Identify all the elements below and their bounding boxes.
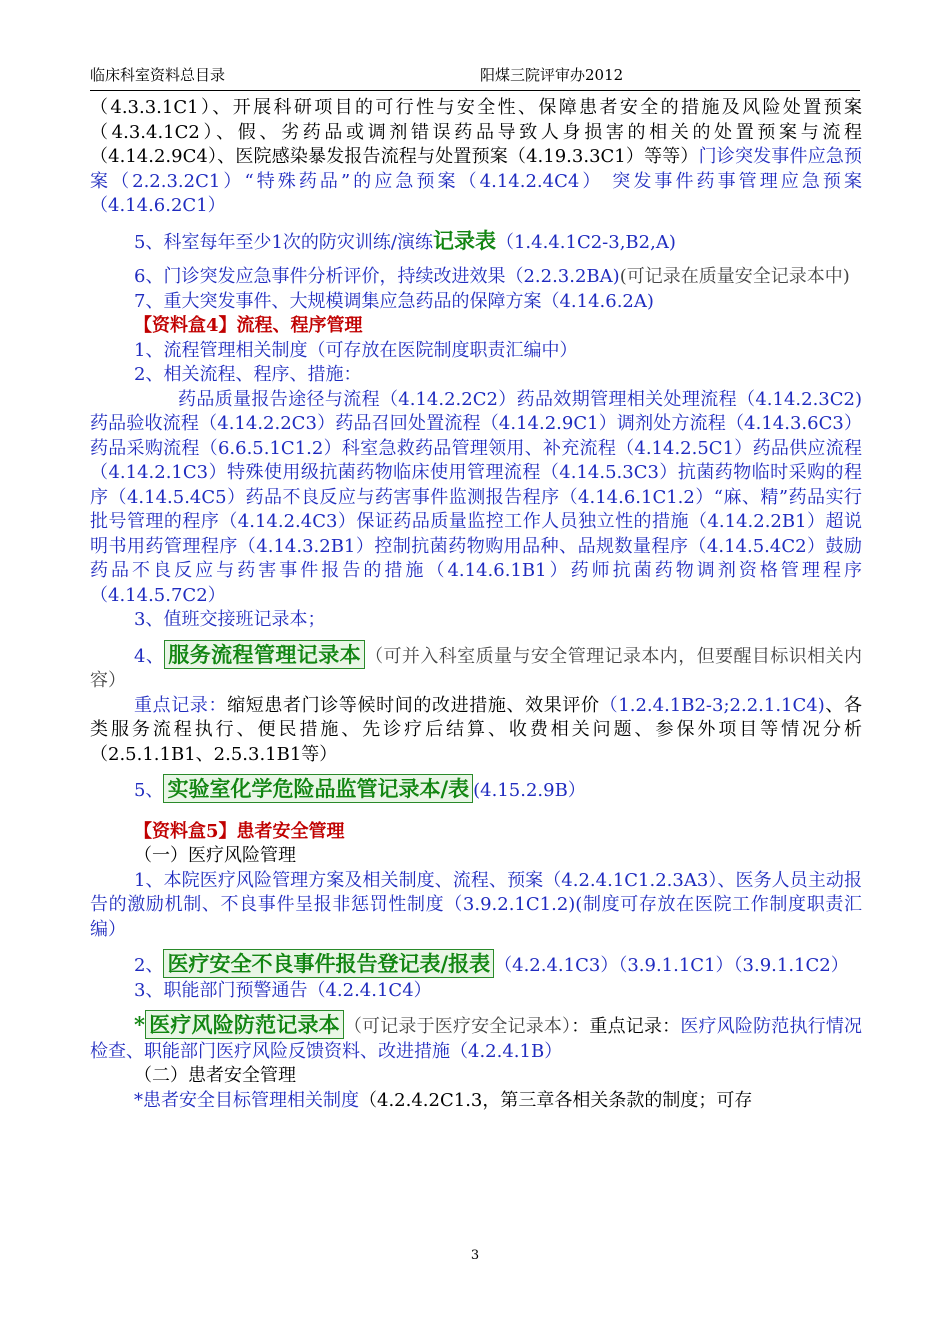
key-record: 重点记录：缩短患者门诊等候时间的改进措施、效果评价（1.2.4.1B2-3;2.2.1.1C4)、各类服务流程执行、便民措施、先诊疗后结算、收费相关问题、参保外项目等情况分析（2.5.1.1B1、2.5.3.1B1等） [90,694,863,765]
box-4-item-4: 4、 服务流程管理记录本 （可并入科室质量与安全管理记录本内，但要醒目标识相关内容） [90,641,863,691]
box-4-heading: 【资料盒4】流程、程序管理 [134,315,363,336]
plans-blue-text: 门诊突发事件应急预案（2.2.3.2C1）“特殊药品”的应急预案（4.14.2.4C4） 突发事件药事管理应急预案（4.14.6.2C1） [90,146,862,216]
lab-chemical-record-box: 实验室化学危险品监管记录本/表 [163,774,473,803]
box-4-item-2: 2、相关流程、程序、措施： [134,364,362,385]
box-4-item-5: 5、 实验室化学危险品监管记录本/表 (4.15.2.9B） [134,776,586,801]
section-1-item-4: * 医疗风险防范记录本 （可记录于医疗安全记录本）：重点记录：医疗风险防范执行情况检查、职能部门医疗风险反馈资料、改进措施（4.2.4.1B） [90,1012,863,1062]
page-number: 3 [470,1248,480,1263]
header-title-right: 阳煤三院评审办2012 [480,66,624,84]
document-body [90,96,862,1113]
section-1-item-1: 1、本院医疗风险管理方案及相关制度、流程、预案（4.2.4.1C1.2.3A3）、医务人员主动报告的激励机制、不良事件呈报非惩罚性制度（3.9.2.1C1.2)(制度可存放在医院工作制度职责汇编） [90,869,862,940]
box-4-item-3: 3、值班交接班记录本； [134,609,326,630]
item-7-plan: 7、重大突发事件、大规模调集应急药品的保障方案（4.14.6.2A) [134,290,654,312]
box-5-heading: 【资料盒5】患者安全管理 [134,820,345,842]
service-process-record-box: 服务流程管理记录本 [164,640,365,669]
section-1-item-2: 2、 医疗安全不良事件报告登记表/报表 （4.2.4.1C3）（3.9.1.1C1）（3.9.1.1C2） [134,951,849,976]
section-1-item-3: 3、职能部门预警通告（4.2.4.1C4） [134,979,432,1001]
process-list: 药品质量报告途径与流程（4.14.2.2C2）药品效期管理相关处理流程（4.14.2.3C2)药品验收流程（4.14.2.2C3）药品召回处置流程（4.14.2.9C1）调剂处方流程（4.14.3.6C3）药品采购流程（6.6.5.1C1.2）科室急救药品管理领用、补充流程（4.14.2.5C1）药品供应流程（4.14.2.1C3）特殊使用级抗菌药物临床使用管理流程（4.14.5.3C3）抗菌药物临时采购的程序（4.14.5.4C5）药品不良反应与药害事件监测报告程序（4.14.6.1C1.2）“麻、精”药品实行批号管理的程序（4.14.2.4C3）保证药品质量监控工作人员独立性的措施（4.14.2.2B1）超说明书用药管理程序（4.14.3.2B1）控制抗菌药物购用品种、品规数量程序（4.14.5.4C2）鼓励药品不良反应与药害事件报告的措施（4.14.6.1B1）药师抗菌药物调剂资格管理程序（4.14.5.7C2） [90,388,862,606]
section-2-title: （二）患者安全管理 [134,1065,296,1086]
box-4-item-1: 1、流程管理相关制度（可存放在医院制度职责汇编中） [134,339,578,361]
paragraph-plans [90,96,862,219]
section-1-title: （一）医疗风险管理 [134,845,296,866]
section-2-item-1: *患者安全目标管理相关制度（4.2.4.2C1.3，第三章各相关条款的制度；可存 [134,1089,753,1111]
item-5-drill: 5、科室每年至少1次的防灾训练/演练记录表（1.4.4.1C2-3,B2,A) [134,227,676,253]
item-6-analysis: 6、门诊突发应急事件分析评价，持续改进效果（2.2.3.2BA)(可记录在质量安全记录本中) [134,266,850,287]
header-title-left: 临床科室资料总目录 [90,66,226,84]
adverse-event-report-box: 医疗安全不良事件报告登记表/报表 [163,949,494,978]
risk-prevention-record-box: 医疗风险防范记录本 [145,1010,344,1039]
plans-text: （4.3.3.1C1）、开展科研项目的可行性与安全性、保障患者安全的措施及风险处置预案（4.3.4.1C2）、假、劣药品或调剂错误药品导致人身损害的相关的处置预案与流程（4.14.2.9C4）、医院感染暴发报告流程与处置预案（4.19.3.3C1）等等） [90,97,862,167]
page-header [90,64,860,91]
record-table-label: 记录表 [432,227,496,253]
